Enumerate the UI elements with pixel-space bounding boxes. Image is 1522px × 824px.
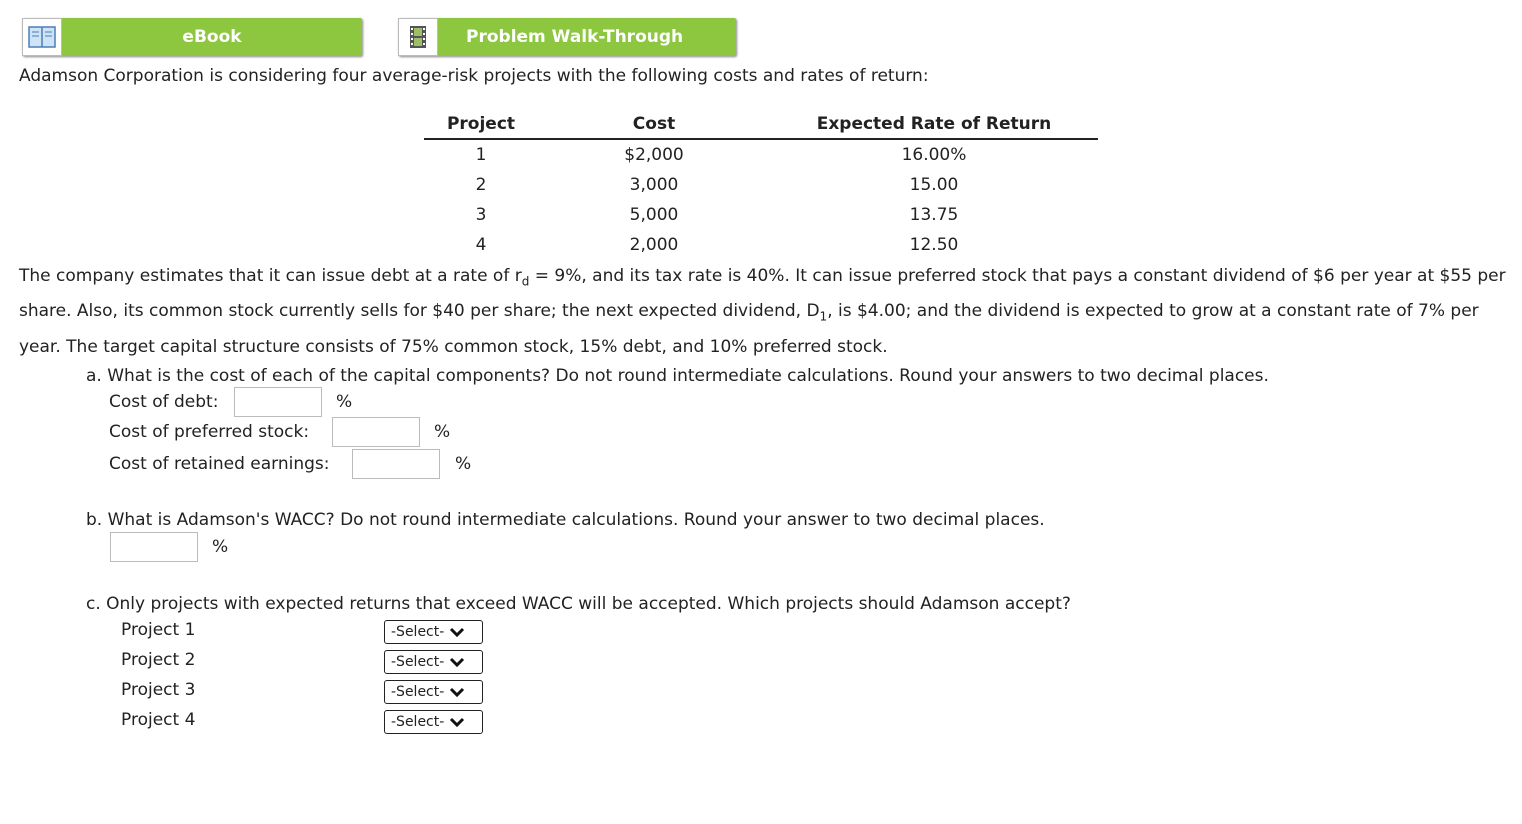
cell-project: 2 [475,175,487,195]
cost-of-preferred-label: Cost of preferred stock: [109,422,310,442]
table-row [424,230,1098,260]
cost-of-preferred-unit: % [434,422,451,442]
cell-project: 1 [475,145,487,165]
table-row [424,200,1098,230]
cost-of-retained-input[interactable] [352,449,440,479]
book-icon [22,18,62,56]
header-project: Project [424,110,538,139]
cell-cost: $2,000 [624,145,684,165]
cell-project: 4 [475,235,487,255]
intro-text: Adamson Corporation is considering four average-risk projects with the following costs and rates of return: [19,66,929,86]
table-row [424,139,1098,170]
select-value: -Select- [391,684,445,700]
wacc-unit: % [212,537,229,557]
cell-return: 13.75 [909,205,959,225]
wacc-input[interactable] [110,532,198,562]
ebook-button[interactable] [22,18,362,56]
project-1-select[interactable] [384,620,483,644]
part-b-question: b. What is Adamson's WACC? Do not round intermediate calculations. Round your answer to two decimal places. [86,510,1045,530]
header-return: Expected Rate of Return [770,110,1098,139]
table-header-row [424,110,1098,139]
table-row [424,170,1098,200]
select-value: -Select- [391,654,445,670]
cell-cost: 2,000 [629,235,679,255]
cost-of-preferred-input[interactable] [332,417,420,447]
paragraph-pre: The company estimates that it can issue debt at a rate of r [19,266,522,286]
cell-project: 3 [475,205,487,225]
cost-of-retained-unit: % [455,454,472,474]
cost-of-debt-input[interactable] [234,387,322,417]
project-2-select[interactable] [384,650,483,674]
paragraph-post: , is $4.00; and the dividend is expected to grow at a constant rate of 7% per year. The target capital structure consists of 75% common stock, 15% debt, and 10% preferred stock. [19,301,1479,357]
ebook-label: eBook [182,27,242,47]
project-2-label: Project 2 [121,650,196,670]
cell-cost: 5,000 [629,205,679,225]
chevron-down-icon [449,626,465,638]
paragraph-mid: = 9%, and its tax rate is 40%. It can issue preferred stock that pays a constant dividend of $6 per year at $55 per share. Also, its common stock currently sells for $40 per share; the next expected dividend, D [19,266,1506,322]
part-a-question: a. What is the cost of each of the capital components? Do not round intermediate calculations. Round your answers to two decimal places. [86,366,1269,386]
projects-table [424,110,1098,260]
chevron-down-icon [449,716,465,728]
project-4-label: Project 4 [121,710,196,730]
chevron-down-icon [449,686,465,698]
problem-paragraph [19,261,1509,362]
chevron-down-icon [449,656,465,668]
walkthrough-label: Problem Walk-Through [466,27,684,47]
project-3-select[interactable] [384,680,483,704]
select-value: -Select- [391,624,445,640]
cost-of-retained-label: Cost of retained earnings: [109,454,330,474]
part-c-question: c. Only projects with expected returns that exceed WACC will be accepted. Which projects should Adamson accept? [86,594,1071,614]
film-icon [398,18,438,56]
cost-of-debt-label: Cost of debt: [109,392,219,412]
cost-of-debt-unit: % [336,392,353,412]
problem-walkthrough-button[interactable] [398,18,736,56]
subscript-d: d [521,274,530,289]
select-value: -Select- [391,714,445,730]
project-1-label: Project 1 [121,620,196,640]
cell-return: 12.50 [909,235,959,255]
project-4-select[interactable] [384,710,483,734]
subscript-1: 1 [819,309,828,324]
cell-return: 16.00% [901,145,967,165]
header-cost: Cost [538,110,770,139]
project-3-label: Project 3 [121,680,196,700]
cell-cost: 3,000 [629,175,679,195]
cell-return: 15.00 [909,175,959,195]
